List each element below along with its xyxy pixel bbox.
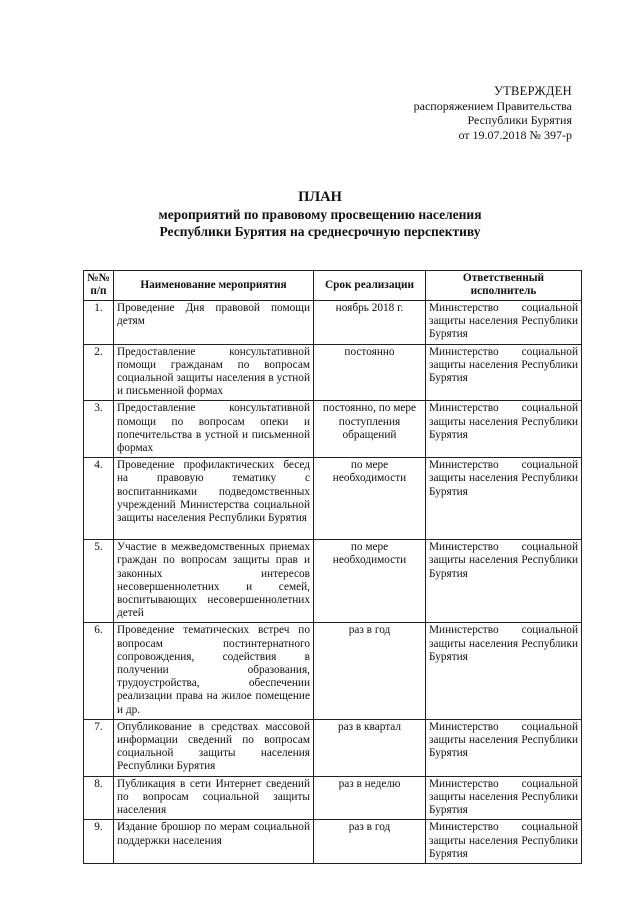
row-activity: Издание брошюр по мерам социальной поддержки населения <box>114 820 314 864</box>
row-term: раз в квартал <box>314 719 426 776</box>
approval-title: УТВЕРЖДЕН <box>493 84 572 98</box>
plan-subtitle-2: Республики Бурятия на среднесрочную перспективу <box>159 224 481 239</box>
header-term: Срок реализации <box>314 271 426 301</box>
plan-title: ПЛАН <box>298 189 342 205</box>
table-row <box>84 820 582 864</box>
row-activity: Предоставление консультативной помощи гражданам по вопросам социальной защиты населения в устной и письменной формах <box>114 344 314 401</box>
row-term: раз в год <box>314 820 426 864</box>
row-num: 9. <box>84 820 114 864</box>
table-row <box>84 719 582 776</box>
approval-date-number: от 19.07.2018 № 397-р <box>458 127 572 142</box>
activities-table <box>83 270 582 864</box>
table-row <box>84 301 582 345</box>
table-row <box>84 540 582 623</box>
header-num: №№ п/п <box>84 271 114 301</box>
table-row <box>84 401 582 458</box>
row-term: раз в год <box>314 623 426 719</box>
table-row <box>84 344 582 401</box>
row-executor: Министерство социальной защиты населения Республики Бурятия <box>426 458 582 540</box>
row-activity: Проведение Дня правовой помощи детям <box>114 301 314 345</box>
document-heading <box>60 188 580 240</box>
row-num: 4. <box>84 458 114 540</box>
row-executor: Министерство социальной защиты населения Республики Бурятия <box>426 776 582 820</box>
header-activity: Наименование мероприятия <box>114 271 314 301</box>
row-term: постоянно <box>314 344 426 401</box>
row-activity: Участие в межведомственных приемах граждан по вопросам защиты прав и законных интересов несовершеннолетних и семей, воспитывающих несовершеннолетних детей <box>114 540 314 623</box>
row-term: раз в неделю <box>314 776 426 820</box>
row-num: 5. <box>84 540 114 623</box>
table-row <box>84 776 582 820</box>
row-num: 6. <box>84 623 114 719</box>
row-term: по мере необходимости <box>314 458 426 540</box>
row-executor: Министерство социальной защиты населения Республики Бурятия <box>426 623 582 719</box>
row-activity: Проведение тематических встреч по вопросам постинтернатного сопровождения, содействия в получении образования, трудоустройства, обеспечении реализации права на жилое помещение и др. <box>114 623 314 719</box>
row-executor: Министерство социальной защиты населения Республики Бурятия <box>426 401 582 458</box>
row-num: 2. <box>84 344 114 401</box>
row-term: постоянно, по мере поступления обращений <box>314 401 426 458</box>
row-activity: Проведение профилактических бесед на правовую тематику с воспитанниками подведомственных учреждений Министерства социальной защиты населения Республики Бурятия <box>114 458 314 540</box>
row-num: 3. <box>84 401 114 458</box>
row-executor: Министерство социальной защиты населения Республики Бурятия <box>426 301 582 345</box>
header-executor: Ответственный исполнитель <box>426 271 582 301</box>
row-num: 7. <box>84 719 114 776</box>
row-executor: Министерство социальной защиты населения Республики Бурятия <box>426 820 582 864</box>
approval-line-1: распоряжением Правительства <box>413 98 572 113</box>
row-executor: Министерство социальной защиты населения Республики Бурятия <box>426 719 582 776</box>
table-row <box>84 458 582 540</box>
row-term: по мере необходимости <box>314 540 426 623</box>
row-activity: Публикация в сети Интернет сведений по вопросам социальной защиты населения <box>114 776 314 820</box>
table-row <box>84 623 582 719</box>
row-executor: Министерство социальной защиты населения Республики Бурятия <box>426 540 582 623</box>
row-num: 1. <box>84 301 114 345</box>
row-activity: Опубликование в средствах массовой информации сведений по вопросам социальной защиты населения Республики Бурятия <box>114 719 314 776</box>
row-term: ноябрь 2018 г. <box>314 301 426 345</box>
table-header-row <box>84 271 582 301</box>
approval-block <box>360 84 572 142</box>
row-executor: Министерство социальной защиты населения Республики Бурятия <box>426 344 582 401</box>
row-num: 8. <box>84 776 114 820</box>
approval-line-2: Республики Бурятия <box>467 113 572 127</box>
row-activity: Предоставление консультативной помощи по вопросам опеки и попечительства в устной и письменной формах <box>114 401 314 458</box>
plan-subtitle-1: мероприятий по правовому просвещению населения <box>158 207 482 222</box>
